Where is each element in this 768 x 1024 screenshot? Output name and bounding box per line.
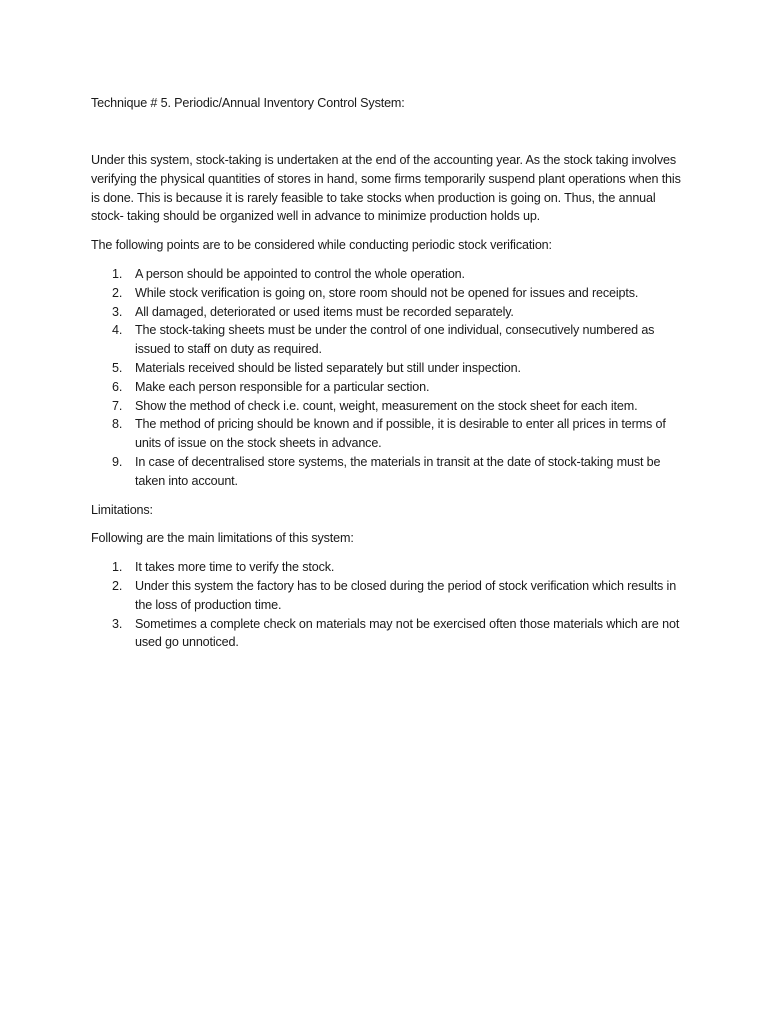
list-item-text: A person should be appointed to control the whole operation. [135, 266, 465, 281]
list-item-text: While stock verification is going on, store room should not be opened for issues and receipts. [135, 285, 639, 300]
limitations-heading: Limitations: [91, 502, 153, 517]
list-item-number: 5. [112, 360, 123, 375]
list-item [91, 359, 681, 378]
list-item [91, 453, 681, 491]
list-item [91, 321, 681, 359]
list-item [91, 265, 681, 284]
list-item-text: All damaged, deteriorated or used items must be recorded separately. [135, 304, 514, 319]
limitations-list [91, 558, 681, 652]
list-item-number: 3. [112, 616, 123, 631]
list-item-number: 2. [112, 578, 123, 593]
list-item [91, 378, 681, 397]
list-item [91, 558, 681, 577]
list-item [91, 284, 681, 303]
list-item [91, 303, 681, 322]
list-item [91, 615, 681, 653]
list-item-text: Make each person responsible for a particular section. [135, 379, 430, 394]
list-item-text: The stock-taking sheets must be under the control of one individual, consecutively numbered as issued to staff on duty as required. [135, 323, 655, 357]
list-item-number: 7. [112, 398, 123, 413]
list-item [91, 415, 681, 453]
list-item-number: 1. [112, 560, 123, 575]
intro-paragraph: Under this system, stock-taking is undertaken at the end of the accounting year. As the stock taking involves verifying the physical quantities of stores in hand, some firms temporarily suspend plant operations when this is done. This is because it is rarely feasible to take stocks when production is going on. Thus, the annual stock- taking should be organized well in advance to minimize production holds up. [91, 153, 681, 224]
list-item-number: 9. [112, 454, 123, 469]
list-item-text: Under this system the factory has to be closed during the period of stock verification which results in the loss of production time. [135, 578, 677, 612]
list-item [91, 577, 681, 615]
document-heading: Technique # 5. Periodic/Annual Inventory Control System: [91, 96, 405, 110]
list-item-number: 8. [112, 417, 123, 432]
list-item-number: 3. [112, 304, 123, 319]
list-item [91, 397, 681, 416]
list-item-number: 1. [112, 266, 123, 281]
points-intro: The following points are to be considered while conducting periodic stock verification: [91, 238, 552, 253]
list-item-text: The method of pricing should be known and if possible, it is desirable to enter all prices in terms of units of issue on the stock sheets in advance. [135, 417, 666, 451]
list-item-text: In case of decentralised store systems, the materials in transit at the date of stock-taking must be taken into account. [135, 454, 661, 488]
list-item-text: Show the method of check i.e. count, weight, measurement on the stock sheet for each item. [135, 398, 638, 413]
document-page [91, 94, 681, 652]
list-item-text: Sometimes a complete check on materials may not be exercised often those materials which are not used go unnoticed. [135, 616, 680, 650]
list-item-number: 6. [112, 379, 123, 394]
limitations-intro: Following are the main limitations of this system: [91, 531, 354, 546]
points-list [91, 265, 681, 491]
list-item-number: 2. [112, 285, 123, 300]
list-item-text: It takes more time to verify the stock. [135, 560, 335, 575]
list-item-number: 4. [112, 323, 123, 338]
list-item-text: Materials received should be listed separately but still under inspection. [135, 360, 521, 375]
